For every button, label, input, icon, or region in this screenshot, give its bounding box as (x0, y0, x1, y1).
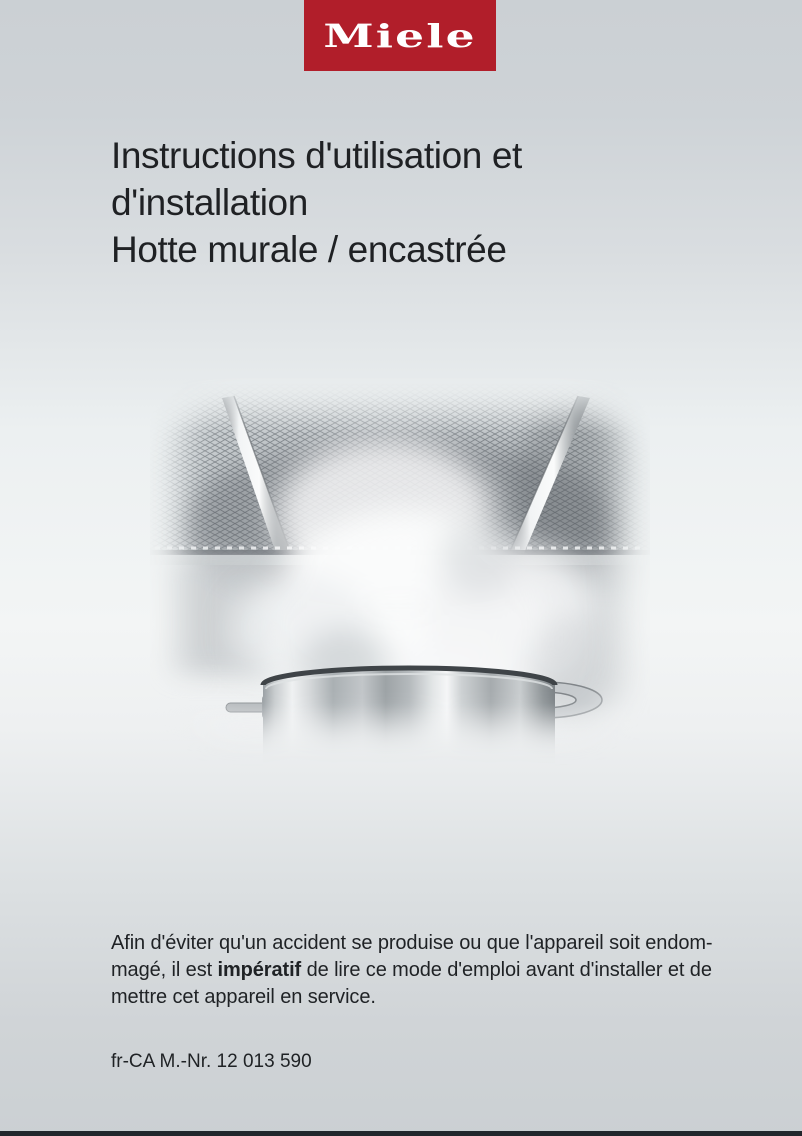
material-number: fr-CA M.-Nr. 12 013 590 (111, 1051, 312, 1072)
cover-title (111, 132, 522, 273)
miele-logo (304, 0, 496, 71)
steam-pot-under-range-hood-photo (150, 378, 650, 773)
subtitle: Hotte murale / encastrée (111, 229, 507, 270)
safety-notice (111, 930, 751, 1011)
miele-logo-text: Miele (323, 16, 477, 55)
title-line-2: d'installation (111, 182, 308, 223)
notice-line: mettre cet appareil en service. (111, 986, 376, 1008)
notice-line: Afin d'éviter qu'un accident se produise ou que l'appareil soit endom- (111, 932, 713, 954)
page-bottom-bar (0, 1131, 802, 1136)
title-line-1: Instructions d'utilisation et (111, 135, 522, 176)
notice-line: magé, il est impératif de lire ce mode d'emploi avant d'installer et de (111, 959, 712, 981)
